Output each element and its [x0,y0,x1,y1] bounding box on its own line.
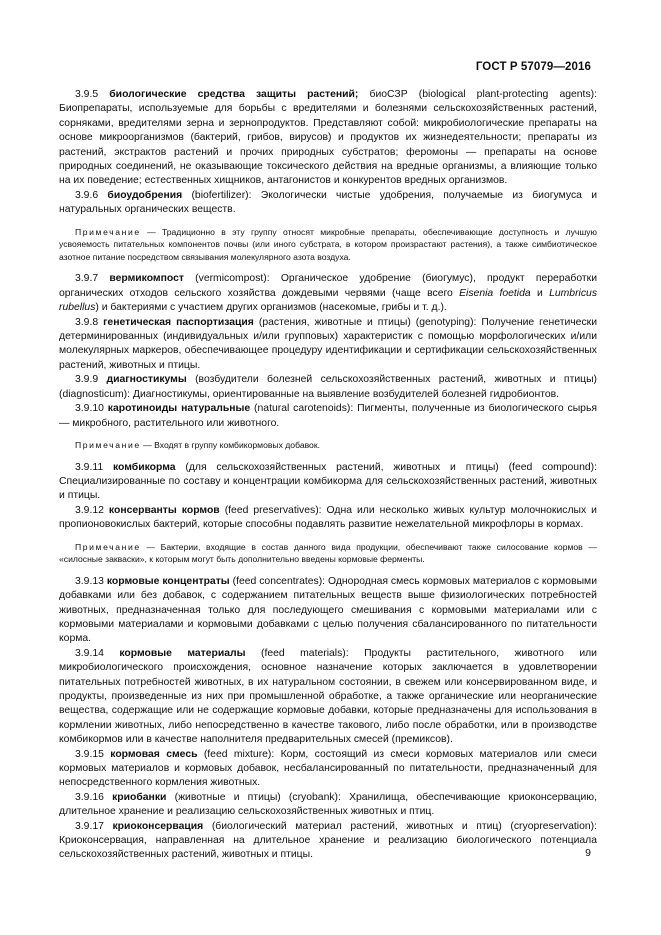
entry-number: 3.9.5 [75,89,99,100]
page-number: 9 [585,847,591,859]
entry-term: криоконсервация [112,820,204,832]
conjunction: и [530,287,550,299]
entry-definition: (feed preservatives): Одна или несколько живых культур молочнокислых и пропионовокислых бактерий, которые способны подавлять развитие нежелательной микрофлоры в кормах. [59,504,597,531]
entry-3-9-5 [59,88,597,189]
standard-header: ГОСТ Р 57079—2016 [475,61,591,73]
entry-3-9-16 [59,791,597,820]
entry-3-9-11 [59,461,597,504]
entry-definition: (растения, животные и птицы) (genotyping): Получение генетически детерминированных (индивидуальных и/или групповых) характеристик с помощью морфологических и/или молекулярных маркеров, обеспечивающее процедуру идентификации и сертификации сельскохозяйственных растений, животных и птицы. [59,316,597,371]
entry-number: 3.9.14 [75,647,104,659]
entry-3-9-9 [59,373,597,402]
entry-3-9-8 [59,316,597,374]
note-text: — Входят в группу комбикормовых добавок. [140,439,320,450]
entry-term: кормовые концентраты [106,575,230,587]
entry-number: 3.9.12 [75,504,104,516]
entry-number: 3.9.9 [75,374,99,386]
entry-definition: биоСЗР (biological plant-protecting agents): Биопрепараты, используемые для борьбы с вредителями и болезнями сельскохозяйственных растений, сорняками, вредителями зерна и зернопродуктов. Представляют собой: микробиологические препараты на основе микроорганизмов (бактерий, грибов, вирусов) и продуктов их жизнедеятельности; препараты из растений, экстрактов растений и прочих природных субстратов; феромоны — препараты на основе природных соединений, не оказывающие токсического действия на вредные организмы, а влияющие только на их поведение; естественных хищников, антагонистов и конкурентов вредных организмов. [59,89,597,187]
entry-term: генетическая паспортизация [103,316,254,328]
note-label: Примечание [75,541,141,552]
entry-term: консерванты кормов [108,504,220,516]
entry-number: 3.9.8 [75,316,99,328]
entry-number: 3.9.10 [75,403,104,415]
note-label: Примечание [75,226,141,237]
species-name-2: Lumbricus rubellus [59,287,598,314]
entry-number: 3.9.11 [75,461,104,473]
entry-3-9-10 [59,402,597,431]
entry-definition: (возбудители болезней сельскохозяйственных растений, животных и птицы) (diagnosticum): Диагностикумы, ориентированные на выявление возбудителей болезней гидробионтов. [59,374,598,400]
note-text: — Традиционно в эту группу относят микробные препараты, обеспечивающие доступность и лучшую усвояемость питательных компонентов почвы (или иного субстрата, в котором произрастают растения), а также симбиотическое азотное питание посредством связывания молекулярного азота воздуха. [59,226,597,262]
entry-3-9-17 [59,820,597,863]
entry-term: биоудобрения [107,189,183,201]
entry-3-9-13 [59,575,597,647]
entry-definition: (natural carotenoids): Пигменты, полученные из биологического сырья — микробного, растительного или животного. [59,403,597,429]
entry-3-9-15 [59,748,597,791]
entry-definition: (для сельскохозяйственных растений, животных и птицы) (feed compound): Специализированные по составу и концентрации комбикорма для сельскохозяйственных растений, животных и птицы. [59,461,597,502]
entry-number: 3.9.16 [75,791,104,803]
entry-definition: (feed mixture): Корм, состоящий из смеси кормовых материалов или смеси кормовых материалов и кормовых добавок, несбалансированный по питательности, предназначенный для непосредственного кормления животных. [59,748,597,789]
entry-3-9-6 [59,189,597,218]
note-text: — Бактерии, входящие в состав данного вида продукции, обеспечивают также силосование кормов — «силосные закваски», к которым могут быть дополнительно введены кормовые ферменты. [59,541,597,565]
species-name-1: Eisenia foetida [459,287,531,299]
entry-definition-part2: ) и бактериями с участием других организмов (насекомые, грибы и т. д.). [95,302,447,314]
entry-term: каротиноиды натуральные [107,403,251,415]
entry-term: кормовые материалы [119,647,246,659]
note-label: Примечание [75,439,141,450]
entry-number: 3.9.7 [75,273,99,285]
entry-definition: (feed materials): Продукты растительного, животного или микробиологического происхождения, основное назначение которых заключается в удовлетворении питательных потребностей животных, в их натуральном состоянии, в свежем или консервированном виде, и продукты, произведенные из них при промышленной обработке, а также органические или неорганические вещества, содержащие или не содержащие кормовые добавки, которые предназначены для использования в кормлении животных, либо непосредственно в качестве такового, либо после обработки, или в производстве комбикормов или в качестве наполнителя предварительных смесей (премиксов). [59,647,597,746]
entry-definition: (животные и птицы) (cryobank): Хранилища, обеспечивающие криоконсервацию, длительное хранение и реализацию сельскохозяйственных животных и птиц. [59,791,597,818]
entry-definition: (биологический материал растений, животных и птиц) (cryopreservation): Криоконсервация, направленная на длительное хранение и реализацию биологического потенциала сельскохозяйственных растений, животных и птицы. [59,820,598,861]
entry-term: вермикомпост [109,273,184,285]
entry-definition: (feed concentrates): Однородная смесь кормовых материалов с кормовыми добавками или без добавок, с содержанием питательных веществ выше физиологических потребностей животных, предназначенная только для последующего смешивания с кормовыми материалами или с кормовыми материалами и кормовыми добавками с целью получения сбалансированного по питательности корма. [59,575,597,645]
entry-definition: (biofertilizer): Экологически чистые удобрения, получаемые из биогумуса и натуральных органических веществ. [59,189,598,216]
note-3-9-12 [59,541,597,566]
entry-number: 3.9.13 [75,575,104,587]
entry-term: диагностикумы [106,374,187,386]
entry-term: криобанки [112,791,167,803]
entry-term: комбикорма [112,461,176,473]
document-body [59,88,597,863]
note-3-9-6 [59,226,597,264]
entry-3-9-14 [59,647,597,748]
entry-definition-part1: (vermicompost): Органическое удобрение (биогумус), продукт переработки органических отходов сельского хозяйства дождевыми червями (чаще всего [59,273,597,299]
entry-term: кормовая смесь [110,748,198,760]
entry-3-9-12 [59,504,597,533]
note-3-9-10 [59,439,597,452]
entry-number: 3.9.6 [75,189,99,201]
entry-3-9-7 [59,272,597,315]
entry-term: биологические средства защиты растений; [109,89,359,100]
entry-number: 3.9.15 [75,748,104,760]
entry-number: 3.9.17 [75,820,104,832]
